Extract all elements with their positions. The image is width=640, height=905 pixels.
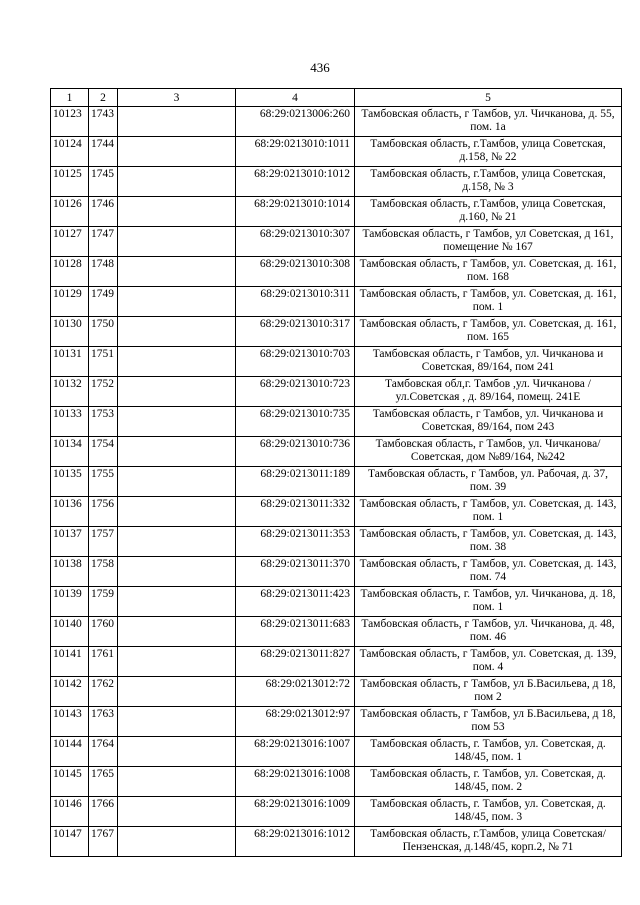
- record-number-cell: 10128: [51, 257, 89, 287]
- item-number-cell: 1762: [89, 677, 118, 707]
- cadastral-number-cell: 68:29:0213010:736: [236, 437, 355, 467]
- cadastral-number-cell: 68:29:0213010:307: [236, 227, 355, 257]
- record-number-cell: 10140: [51, 617, 89, 647]
- empty-cell: [118, 767, 236, 797]
- address-cell: Тамбовская область, г Тамбов, ул. Советская, д. 161, пом. 1: [355, 287, 622, 317]
- table-row: [51, 617, 622, 647]
- address-cell: Тамбовская область, г.Тамбов, улица Советская, д.158, № 22: [355, 137, 622, 167]
- address-cell: Тамбовская область, г Тамбов, ул. Советская, д. 161, пом. 168: [355, 257, 622, 287]
- empty-cell: [118, 407, 236, 437]
- item-number-cell: 1757: [89, 527, 118, 557]
- address-cell: Тамбовская область, г.Тамбов, улица Советская/Пензенская, д.148/45, корп.2, № 71: [355, 827, 622, 857]
- record-number-cell: 10147: [51, 827, 89, 857]
- empty-cell: [118, 137, 236, 167]
- cadastral-number-cell: 68:29:0213011:353: [236, 527, 355, 557]
- item-number-cell: 1754: [89, 437, 118, 467]
- address-cell: Тамбовская область, г Тамбов, ул. Советская, д. 161, пом. 165: [355, 317, 622, 347]
- cadastral-number-cell: 68:29:0213010:1012: [236, 167, 355, 197]
- address-cell: Тамбовская область, г Тамбов, ул. Советская, д. 143, пом. 38: [355, 527, 622, 557]
- address-cell: Тамбовская область, г Тамбов, ул. Чичканова, д. 48, пом. 46: [355, 617, 622, 647]
- cadastral-number-cell: 68:29:0213011:332: [236, 497, 355, 527]
- table-body: [51, 107, 622, 857]
- empty-cell: [118, 497, 236, 527]
- item-number-cell: 1760: [89, 617, 118, 647]
- record-number-cell: 10127: [51, 227, 89, 257]
- record-number-cell: 10123: [51, 107, 89, 137]
- empty-cell: [118, 227, 236, 257]
- cadastral-number-cell: 68:29:0213011:683: [236, 617, 355, 647]
- item-number-cell: 1743: [89, 107, 118, 137]
- address-cell: Тамбовская область, г Тамбов, ул Советская, д 161, помещение № 167: [355, 227, 622, 257]
- record-number-cell: 10130: [51, 317, 89, 347]
- item-number-cell: 1744: [89, 137, 118, 167]
- address-cell: Тамбовская область, г. Тамбов, ул. Советская, д. 148/45, пом. 3: [355, 797, 622, 827]
- cadastral-number-cell: 68:29:0213010:723: [236, 377, 355, 407]
- address-cell: Тамбовская область, г Тамбов, ул. Чичканова и Советская, 89/164, пом 241: [355, 347, 622, 377]
- table-row: [51, 437, 622, 467]
- record-number-cell: 10126: [51, 197, 89, 227]
- address-cell: Тамбовская область, г Тамбов, ул Б.Васильева, д 18, пом 53: [355, 707, 622, 737]
- record-number-cell: 10135: [51, 467, 89, 497]
- record-number-cell: 10143: [51, 707, 89, 737]
- item-number-cell: 1748: [89, 257, 118, 287]
- record-number-cell: 10134: [51, 437, 89, 467]
- item-number-cell: 1759: [89, 587, 118, 617]
- table-row: [51, 557, 622, 587]
- cadastral-number-cell: 68:29:0213012:97: [236, 707, 355, 737]
- cadastral-number-cell: 68:29:0213010:311: [236, 287, 355, 317]
- address-cell: Тамбовская область, г.Тамбов, улица Советская, д.158, № 3: [355, 167, 622, 197]
- table-row: [51, 167, 622, 197]
- table-row: [51, 347, 622, 377]
- address-cell: Тамбовская область, г.Тамбов, улица Советская, д.160, № 21: [355, 197, 622, 227]
- cadastral-number-cell: 68:29:0213010:703: [236, 347, 355, 377]
- table-row: [51, 827, 622, 857]
- address-cell: Тамбовская область, г Тамбов, ул Б.Васильева, д 18, пом 2: [355, 677, 622, 707]
- empty-cell: [118, 677, 236, 707]
- empty-cell: [118, 347, 236, 377]
- empty-cell: [118, 707, 236, 737]
- table-row: [51, 527, 622, 557]
- record-number-cell: 10137: [51, 527, 89, 557]
- item-number-cell: 1750: [89, 317, 118, 347]
- header-col-2: 2: [89, 89, 118, 107]
- table-row: [51, 107, 622, 137]
- table-header: [51, 89, 622, 107]
- table-row: [51, 767, 622, 797]
- record-number-cell: 10136: [51, 497, 89, 527]
- empty-cell: [118, 617, 236, 647]
- cadastral-number-cell: 68:29:0213011:827: [236, 647, 355, 677]
- address-cell: Тамбовская область, г. Тамбов, ул. Чичканова, д. 18, пом. 1: [355, 587, 622, 617]
- record-number-cell: 10125: [51, 167, 89, 197]
- address-cell: Тамбовская область, г Тамбов, ул. Рабочая, д. 37, пом. 39: [355, 467, 622, 497]
- header-col-4: 4: [236, 89, 355, 107]
- table-row: [51, 137, 622, 167]
- empty-cell: [118, 647, 236, 677]
- item-number-cell: 1763: [89, 707, 118, 737]
- table-row: [51, 467, 622, 497]
- item-number-cell: 1765: [89, 767, 118, 797]
- record-number-cell: 10124: [51, 137, 89, 167]
- cadastral-number-cell: 68:29:0213010:1011: [236, 137, 355, 167]
- table-row: [51, 587, 622, 617]
- cadastral-number-cell: 68:29:0213006:260: [236, 107, 355, 137]
- empty-cell: [118, 527, 236, 557]
- record-number-cell: 10146: [51, 797, 89, 827]
- table-row: [51, 287, 622, 317]
- header-col-1: 1: [51, 89, 89, 107]
- item-number-cell: 1767: [89, 827, 118, 857]
- record-number-cell: 10129: [51, 287, 89, 317]
- cadastral-number-cell: 68:29:0213011:189: [236, 467, 355, 497]
- table-row: [51, 317, 622, 347]
- cadastral-number-cell: 68:29:0213012:72: [236, 677, 355, 707]
- cadastral-number-cell: 68:29:0213016:1009: [236, 797, 355, 827]
- empty-cell: [118, 197, 236, 227]
- cadastral-number-cell: 68:29:0213011:423: [236, 587, 355, 617]
- address-cell: Тамбовская область, г Тамбов, ул. Чичканова, д. 55, пом. 1а: [355, 107, 622, 137]
- table-row: [51, 797, 622, 827]
- item-number-cell: 1747: [89, 227, 118, 257]
- cadastral-number-cell: 68:29:0213010:308: [236, 257, 355, 287]
- record-number-cell: 10138: [51, 557, 89, 587]
- empty-cell: [118, 557, 236, 587]
- cadastral-number-cell: 68:29:0213016:1012: [236, 827, 355, 857]
- record-number-cell: 10133: [51, 407, 89, 437]
- item-number-cell: 1752: [89, 377, 118, 407]
- registry-table: [50, 88, 622, 857]
- table-row: [51, 707, 622, 737]
- table-row: [51, 677, 622, 707]
- item-number-cell: 1766: [89, 797, 118, 827]
- cadastral-number-cell: 68:29:0213010:735: [236, 407, 355, 437]
- header-row: [51, 89, 622, 107]
- address-cell: Тамбовская область, г Тамбов, ул. Советская, д. 143, пом. 1: [355, 497, 622, 527]
- table-row: [51, 737, 622, 767]
- address-cell: Тамбовская область, г Тамбов, ул. Чичканова/Советская, дом №89/164, №242: [355, 437, 622, 467]
- empty-cell: [118, 587, 236, 617]
- empty-cell: [118, 737, 236, 767]
- item-number-cell: 1761: [89, 647, 118, 677]
- header-col-5: 5: [355, 89, 622, 107]
- cadastral-number-cell: 68:29:0213011:370: [236, 557, 355, 587]
- table-row: [51, 197, 622, 227]
- record-number-cell: 10145: [51, 767, 89, 797]
- cadastral-number-cell: 68:29:0213016:1007: [236, 737, 355, 767]
- record-number-cell: 10132: [51, 377, 89, 407]
- address-cell: Тамбовская обл,г. Тамбов ,ул. Чичканова /ул.Советская , д. 89/164, помещ. 241Е: [355, 377, 622, 407]
- empty-cell: [118, 377, 236, 407]
- table-row: [51, 407, 622, 437]
- table-row: [51, 227, 622, 257]
- record-number-cell: 10139: [51, 587, 89, 617]
- record-number-cell: 10144: [51, 737, 89, 767]
- item-number-cell: 1758: [89, 557, 118, 587]
- item-number-cell: 1745: [89, 167, 118, 197]
- address-cell: Тамбовская область, г Тамбов, ул. Советская, д. 143, пом. 74: [355, 557, 622, 587]
- record-number-cell: 10141: [51, 647, 89, 677]
- address-cell: Тамбовская область, г Тамбов, ул. Чичканова и Советская, 89/164, пом 243: [355, 407, 622, 437]
- address-cell: Тамбовская область, г. Тамбов, ул. Советская, д. 148/45, пом. 1: [355, 737, 622, 767]
- empty-cell: [118, 437, 236, 467]
- empty-cell: [118, 827, 236, 857]
- empty-cell: [118, 797, 236, 827]
- item-number-cell: 1756: [89, 497, 118, 527]
- empty-cell: [118, 317, 236, 347]
- cadastral-number-cell: 68:29:0213010:1014: [236, 197, 355, 227]
- empty-cell: [118, 287, 236, 317]
- table-row: [51, 647, 622, 677]
- item-number-cell: 1746: [89, 197, 118, 227]
- cadastral-number-cell: 68:29:0213016:1008: [236, 767, 355, 797]
- address-cell: Тамбовская область, г. Тамбов, ул. Советская, д. 148/45, пом. 2: [355, 767, 622, 797]
- address-cell: Тамбовская область, г Тамбов, ул. Советская, д. 139, пом. 4: [355, 647, 622, 677]
- header-col-3: 3: [118, 89, 236, 107]
- record-number-cell: 10131: [51, 347, 89, 377]
- empty-cell: [118, 167, 236, 197]
- table-row: [51, 257, 622, 287]
- table-row: [51, 377, 622, 407]
- cadastral-number-cell: 68:29:0213010:317: [236, 317, 355, 347]
- item-number-cell: 1764: [89, 737, 118, 767]
- item-number-cell: 1749: [89, 287, 118, 317]
- item-number-cell: 1755: [89, 467, 118, 497]
- page-number: 436: [310, 60, 330, 75]
- item-number-cell: 1751: [89, 347, 118, 377]
- empty-cell: [118, 257, 236, 287]
- empty-cell: [118, 107, 236, 137]
- item-number-cell: 1753: [89, 407, 118, 437]
- record-number-cell: 10142: [51, 677, 89, 707]
- table-row: [51, 497, 622, 527]
- empty-cell: [118, 467, 236, 497]
